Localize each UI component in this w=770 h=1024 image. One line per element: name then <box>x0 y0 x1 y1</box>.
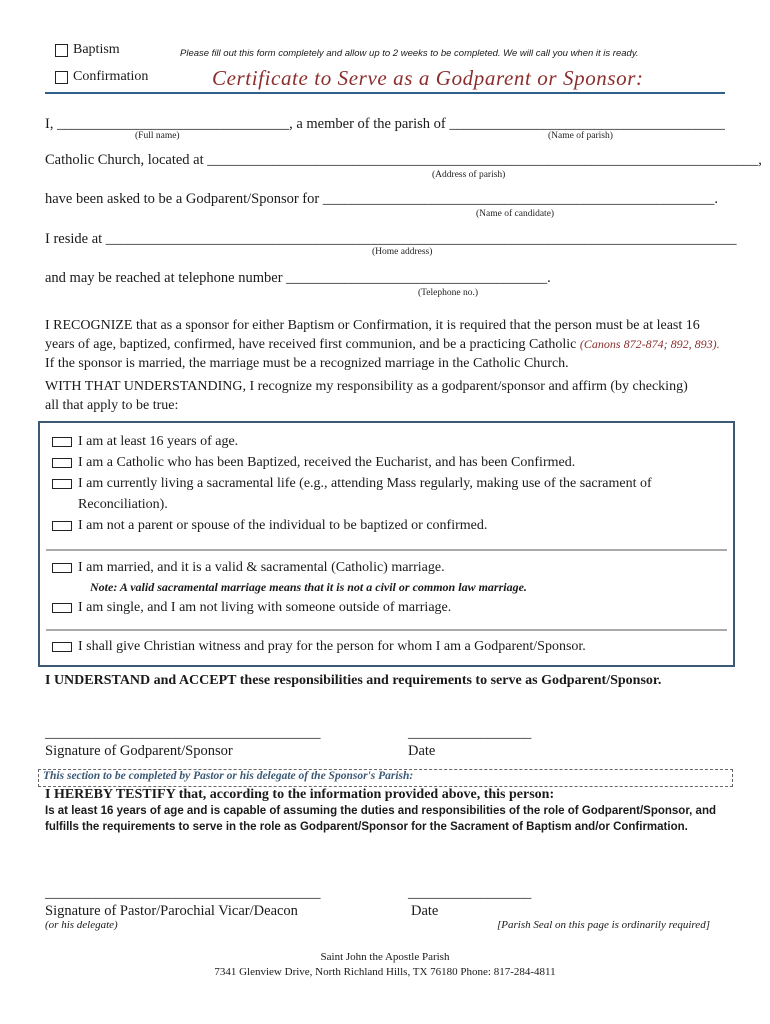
affirmation-group-3 <box>52 636 722 657</box>
affirmation-box <box>38 421 735 667</box>
telephone-line[interactable]: and may be reached at telephone number ____________________________________. <box>45 270 551 286</box>
title-rule <box>45 92 725 94</box>
affirmation-divider <box>46 549 727 551</box>
recognize-marriage-text: If the sponsor is married, the marriage must be a recognized marriage in the Catholic Church. <box>45 356 569 371</box>
name-parish-line[interactable]: I, ________________________________, a member of the parish of ______________________________________ <box>45 116 725 132</box>
checkbox[interactable] <box>52 642 72 652</box>
affirm-label: I am a Catholic who has been Baptized, received the Eucharist, and has been Confirmed. <box>78 455 576 470</box>
baptism-checkbox[interactable] <box>55 44 68 57</box>
candidate-caption: (Name of candidate) <box>476 209 555 219</box>
parish-address-line[interactable]: Catholic Church, located at ____________________________________________________________________________, <box>45 152 762 168</box>
affirm-label: I am not a parent or spouse of the individual to be baptized or confirmed. <box>78 518 488 533</box>
affirm-witness[interactable] <box>52 636 722 657</box>
parish-seal-note: [Parish Seal on this page is ordinarily required] <box>497 919 710 931</box>
checkbox[interactable] <box>52 479 72 489</box>
affirm-label: I am at least 16 years of age. <box>78 434 239 449</box>
affirm-label: I am currently living a sacramental life (e.g., attending Mass regularly, making use of the sacrament of Reconciliation). <box>78 476 652 512</box>
pastor-date-label: Date <box>411 903 439 919</box>
delegate-note: (or his delegate) <box>45 919 118 931</box>
affirm-single[interactable] <box>52 597 722 618</box>
pastor-signature-label: Signature of Pastor/Parochial Vicar/Deacon <box>45 903 298 919</box>
affirm-label: I shall give Christian witness and pray for the person for whom I am a Godparent/Sponsor. <box>78 639 586 654</box>
testify-details: Is at least 16 years of age and is capable of assuming the duties and responsibilities of the role of Godparent/Sponsor, and fulfills the requirements to serve in the role as Godparent/Sponsor for the Sacrament of Baptism and/or Confirmation. <box>45 805 716 833</box>
confirmation-option[interactable] <box>55 69 148 85</box>
confirmation-label: Confirmation <box>73 69 149 84</box>
checkbox[interactable] <box>52 603 72 613</box>
footer-address: 7341 Glenview Drive, North Richland Hills, TX 76180 Phone: 817-284-4811 <box>214 966 556 978</box>
godparent-signature-label: Signature of Godparent/Sponsor <box>45 743 233 759</box>
parish-address-caption: (Address of parish) <box>432 170 506 180</box>
marriage-note: Note: A valid sacramental marriage means that it is not a civil or common law marriage. <box>90 580 527 594</box>
affirm-label: I am married, and it is a valid & sacramental (Catholic) marriage. <box>78 560 445 575</box>
footer-parish: Saint John the Apostle Parish <box>320 951 450 963</box>
pastor-notice-box <box>38 769 733 787</box>
pastor-signature-line[interactable]: ______________________________________ <box>45 885 321 901</box>
affirm-label: I am single, and I am not living with someone outside of marriage. <box>78 600 452 615</box>
affirm-sacramental-life[interactable] <box>52 473 722 515</box>
godparent-date-label: Date <box>408 743 436 759</box>
home-address-caption: (Home address) <box>372 247 433 257</box>
affirm-catholic[interactable] <box>52 452 722 473</box>
godparent-signature-line[interactable]: ______________________________________ <box>45 725 321 741</box>
recognize-paragraph <box>45 316 725 373</box>
checkbox[interactable] <box>52 563 72 573</box>
affirmation-divider <box>46 629 727 631</box>
checkbox[interactable] <box>52 458 72 468</box>
testify-statement: I HEREBY TESTIFY that, according to the information provided above, this person: <box>45 787 555 802</box>
accept-statement: I UNDERSTAND and ACCEPT these responsibilities and requirements to serve as Godparent/Sponsor. <box>45 673 662 688</box>
parish-caption: (Name of parish) <box>548 131 613 141</box>
full-name-caption: (Full name) <box>135 131 180 141</box>
understanding-paragraph: WITH THAT UNDERSTANDING, I recognize my responsibility as a godparent/sponsor and affirm (by checking) all that apply to be true: <box>45 379 688 413</box>
affirm-age[interactable] <box>52 431 722 452</box>
baptism-option[interactable] <box>55 42 120 58</box>
affirmation-group-1 <box>52 431 722 536</box>
pastor-notice: This section to be completed by Pastor or his delegate of the Sponsor's Parish: <box>43 770 414 782</box>
page-title: Certificate to Serve as a Godparent or Sponsor: <box>212 66 644 90</box>
baptism-label: Baptism <box>73 42 120 57</box>
canons-reference: (Canons 872-874; 892, 893). <box>579 337 720 351</box>
checkbox[interactable] <box>52 437 72 447</box>
recognize-text: I RECOGNIZE that as a sponsor for either Baptism or Confirmation, it is required that the person must be at least 16 years of age, baptized, confirmed, have received first communion, and be a practicing Catholic <box>45 318 700 352</box>
form-instructions: Please fill out this form completely and allow up to 2 weeks to be completed. We will call you when it is ready. <box>180 48 639 59</box>
telephone-caption: (Telephone no.) <box>418 288 479 298</box>
affirmation-group-2 <box>52 557 722 618</box>
checkbox[interactable] <box>52 521 72 531</box>
godparent-date-line[interactable]: _________________ <box>408 725 532 741</box>
candidate-line[interactable]: have been asked to be a Godparent/Sponsor for ______________________________________________________. <box>45 191 718 207</box>
pastor-date-line[interactable]: _________________ <box>408 885 532 901</box>
home-address-line[interactable]: I reside at _______________________________________________________________________________________ <box>45 231 737 247</box>
affirm-married[interactable] <box>52 557 722 578</box>
confirmation-checkbox[interactable] <box>55 71 68 84</box>
affirm-not-parent[interactable] <box>52 515 722 536</box>
